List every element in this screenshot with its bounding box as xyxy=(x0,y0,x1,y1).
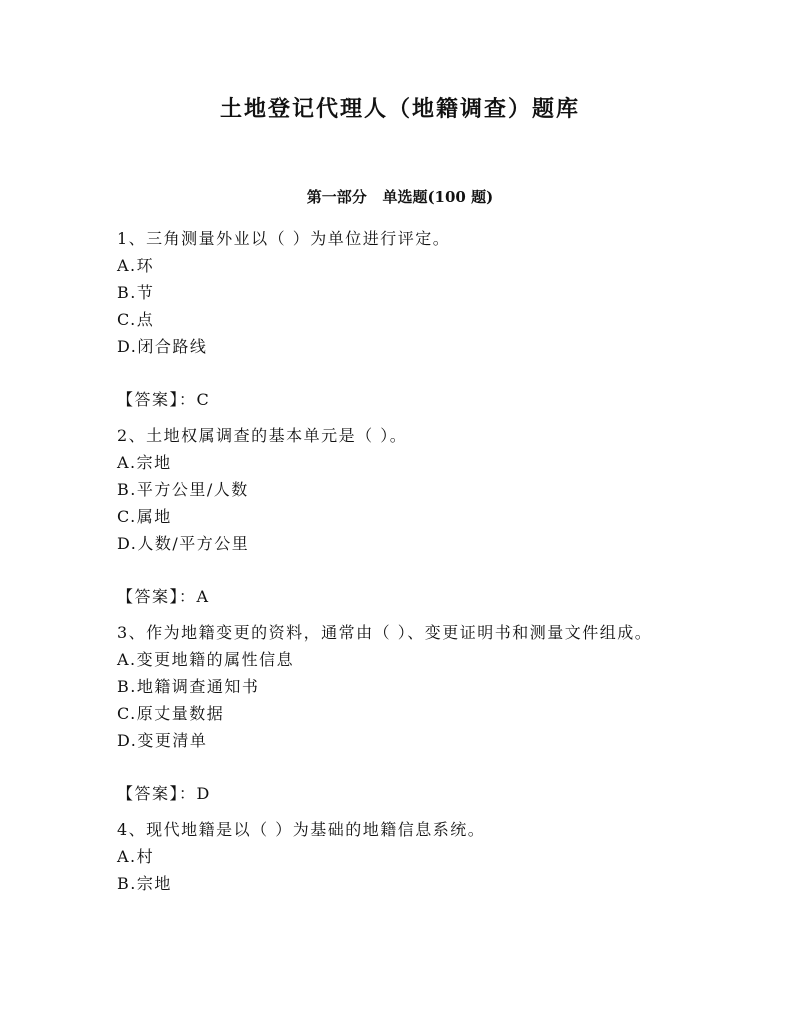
option-b: B.宗地 xyxy=(117,874,172,893)
question-stem: 2、土地权属调查的基本单元是（ ）。 xyxy=(117,426,408,445)
question-2 xyxy=(117,422,687,610)
option-a: A.村 xyxy=(117,847,155,866)
answer-label: 【答案】：D xyxy=(117,784,211,803)
option-a: A.变更地籍的属性信息 xyxy=(117,650,295,669)
question-stem: 3、作为地籍变更的资料，通常由（ ）、变更证明书和测量文件组成。 xyxy=(117,623,653,642)
question-list xyxy=(117,225,687,897)
option-d: D.闭合路线 xyxy=(117,337,208,356)
option-d: D.变更清单 xyxy=(117,731,208,750)
option-c: C.属地 xyxy=(117,507,172,526)
answer-label: 【答案】：A xyxy=(117,587,210,606)
option-a: A.宗地 xyxy=(117,453,172,472)
question-3 xyxy=(117,619,687,807)
answer-label: 【答案】：C xyxy=(117,390,211,409)
question-1 xyxy=(117,225,687,413)
document-title: 土地登记代理人（地籍调查）题库 xyxy=(219,96,580,122)
question-stem: 1、三角测量外业以（ ）为单位进行评定。 xyxy=(117,229,451,248)
option-c: C.原丈量数据 xyxy=(117,704,225,723)
question-stem: 4、现代地籍是以（ ）为基础的地籍信息系统。 xyxy=(117,820,486,839)
option-d: D.人数/平方公里 xyxy=(117,534,250,553)
question-4 xyxy=(117,816,687,897)
option-c: C.点 xyxy=(117,310,155,329)
option-b: B.平方公里/人数 xyxy=(117,480,249,499)
option-b: B.地籍调查通知书 xyxy=(117,677,260,696)
section-title: 第一部分 单选题(100 题) xyxy=(306,188,494,206)
option-a: A.环 xyxy=(117,256,155,275)
option-b: B.节 xyxy=(117,283,155,302)
